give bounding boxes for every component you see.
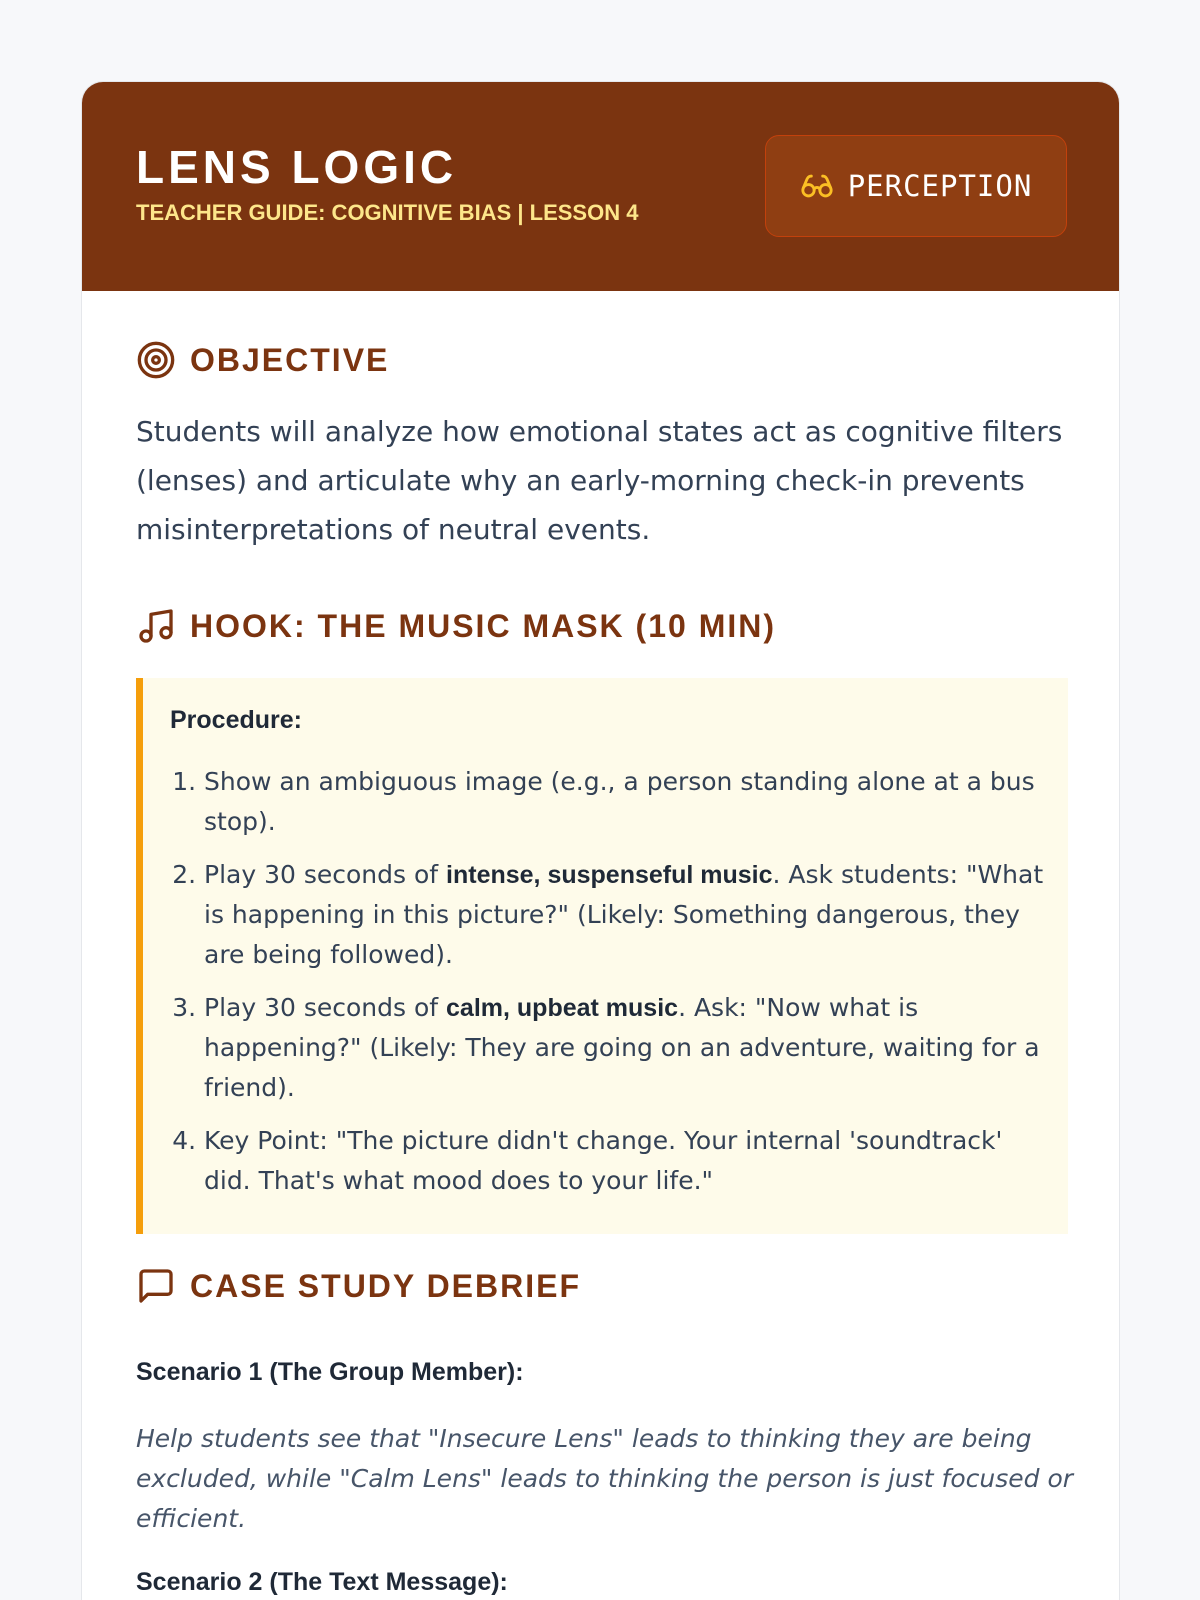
target-icon xyxy=(136,340,176,380)
hook-title: HOOK: THE MUSIC MASK (10 MIN) xyxy=(190,607,776,644)
procedure-label: Procedure: xyxy=(170,706,302,734)
step-text-bold: calm, upbeat music xyxy=(446,994,679,1022)
step-text-post: . Ask: "Now what is happening?" (Likely: They are going on an adventure, waiting for a friend). xyxy=(204,993,1040,1102)
objective-text: Students will analyze how emotional states act as cognitive filters (lenses) and articulate why an early-morning check-in prevents misinterpretations of neutral events. xyxy=(136,415,1063,546)
procedure-steps xyxy=(170,762,1048,1201)
step-text: Show an ambiguous image (e.g., a person standing alone at a bus stop). xyxy=(204,767,1035,836)
step-text-post: . Ask students: "What is happening in this picture?" (Likely: Something dangerous, they are being followed). xyxy=(204,860,1044,969)
badge-label: PERCEPTION xyxy=(847,169,1033,203)
step-text: Key Point: "The picture didn't change. Your internal 'soundtrack' did. That's what mood does to your life." xyxy=(204,1126,1003,1195)
procedure-step xyxy=(204,988,1048,1108)
objective-heading xyxy=(136,340,389,380)
perception-badge xyxy=(765,135,1067,237)
procedure-step xyxy=(204,1121,1048,1201)
glasses-icon xyxy=(800,169,834,203)
step-text-bold: intense, suspenseful music xyxy=(446,861,773,889)
procedure-step xyxy=(204,855,1048,975)
lesson-header xyxy=(82,82,1119,291)
music-note-icon xyxy=(136,606,176,646)
debrief-heading xyxy=(136,1266,581,1306)
scenario-1-note: Help students see that "Insecure Lens" leads to thinking they are being excluded, while "Calm Lens" leads to thinking the person is just focused or efficient. xyxy=(136,1424,1074,1533)
scenario-2-label: Scenario 2 (The Text Message): xyxy=(136,1568,508,1596)
debrief-title: CASE STUDY DEBRIEF xyxy=(190,1267,582,1304)
step-text-pre: Play 30 seconds of xyxy=(204,993,447,1022)
procedure-callout xyxy=(136,678,1068,1234)
step-text-pre: Play 30 seconds of xyxy=(204,860,447,889)
lesson-card xyxy=(81,81,1120,1600)
procedure-step xyxy=(204,762,1048,842)
chat-bubble-icon xyxy=(136,1266,176,1306)
objective-title: OBJECTIVE xyxy=(190,341,390,378)
lesson-title: LENS LOGIC xyxy=(136,141,458,193)
lesson-subtitle: TEACHER GUIDE: COGNITIVE BIAS | LESSON 4 xyxy=(136,200,639,225)
hook-heading xyxy=(136,606,776,646)
scenario-1-label: Scenario 1 (The Group Member): xyxy=(136,1358,524,1386)
